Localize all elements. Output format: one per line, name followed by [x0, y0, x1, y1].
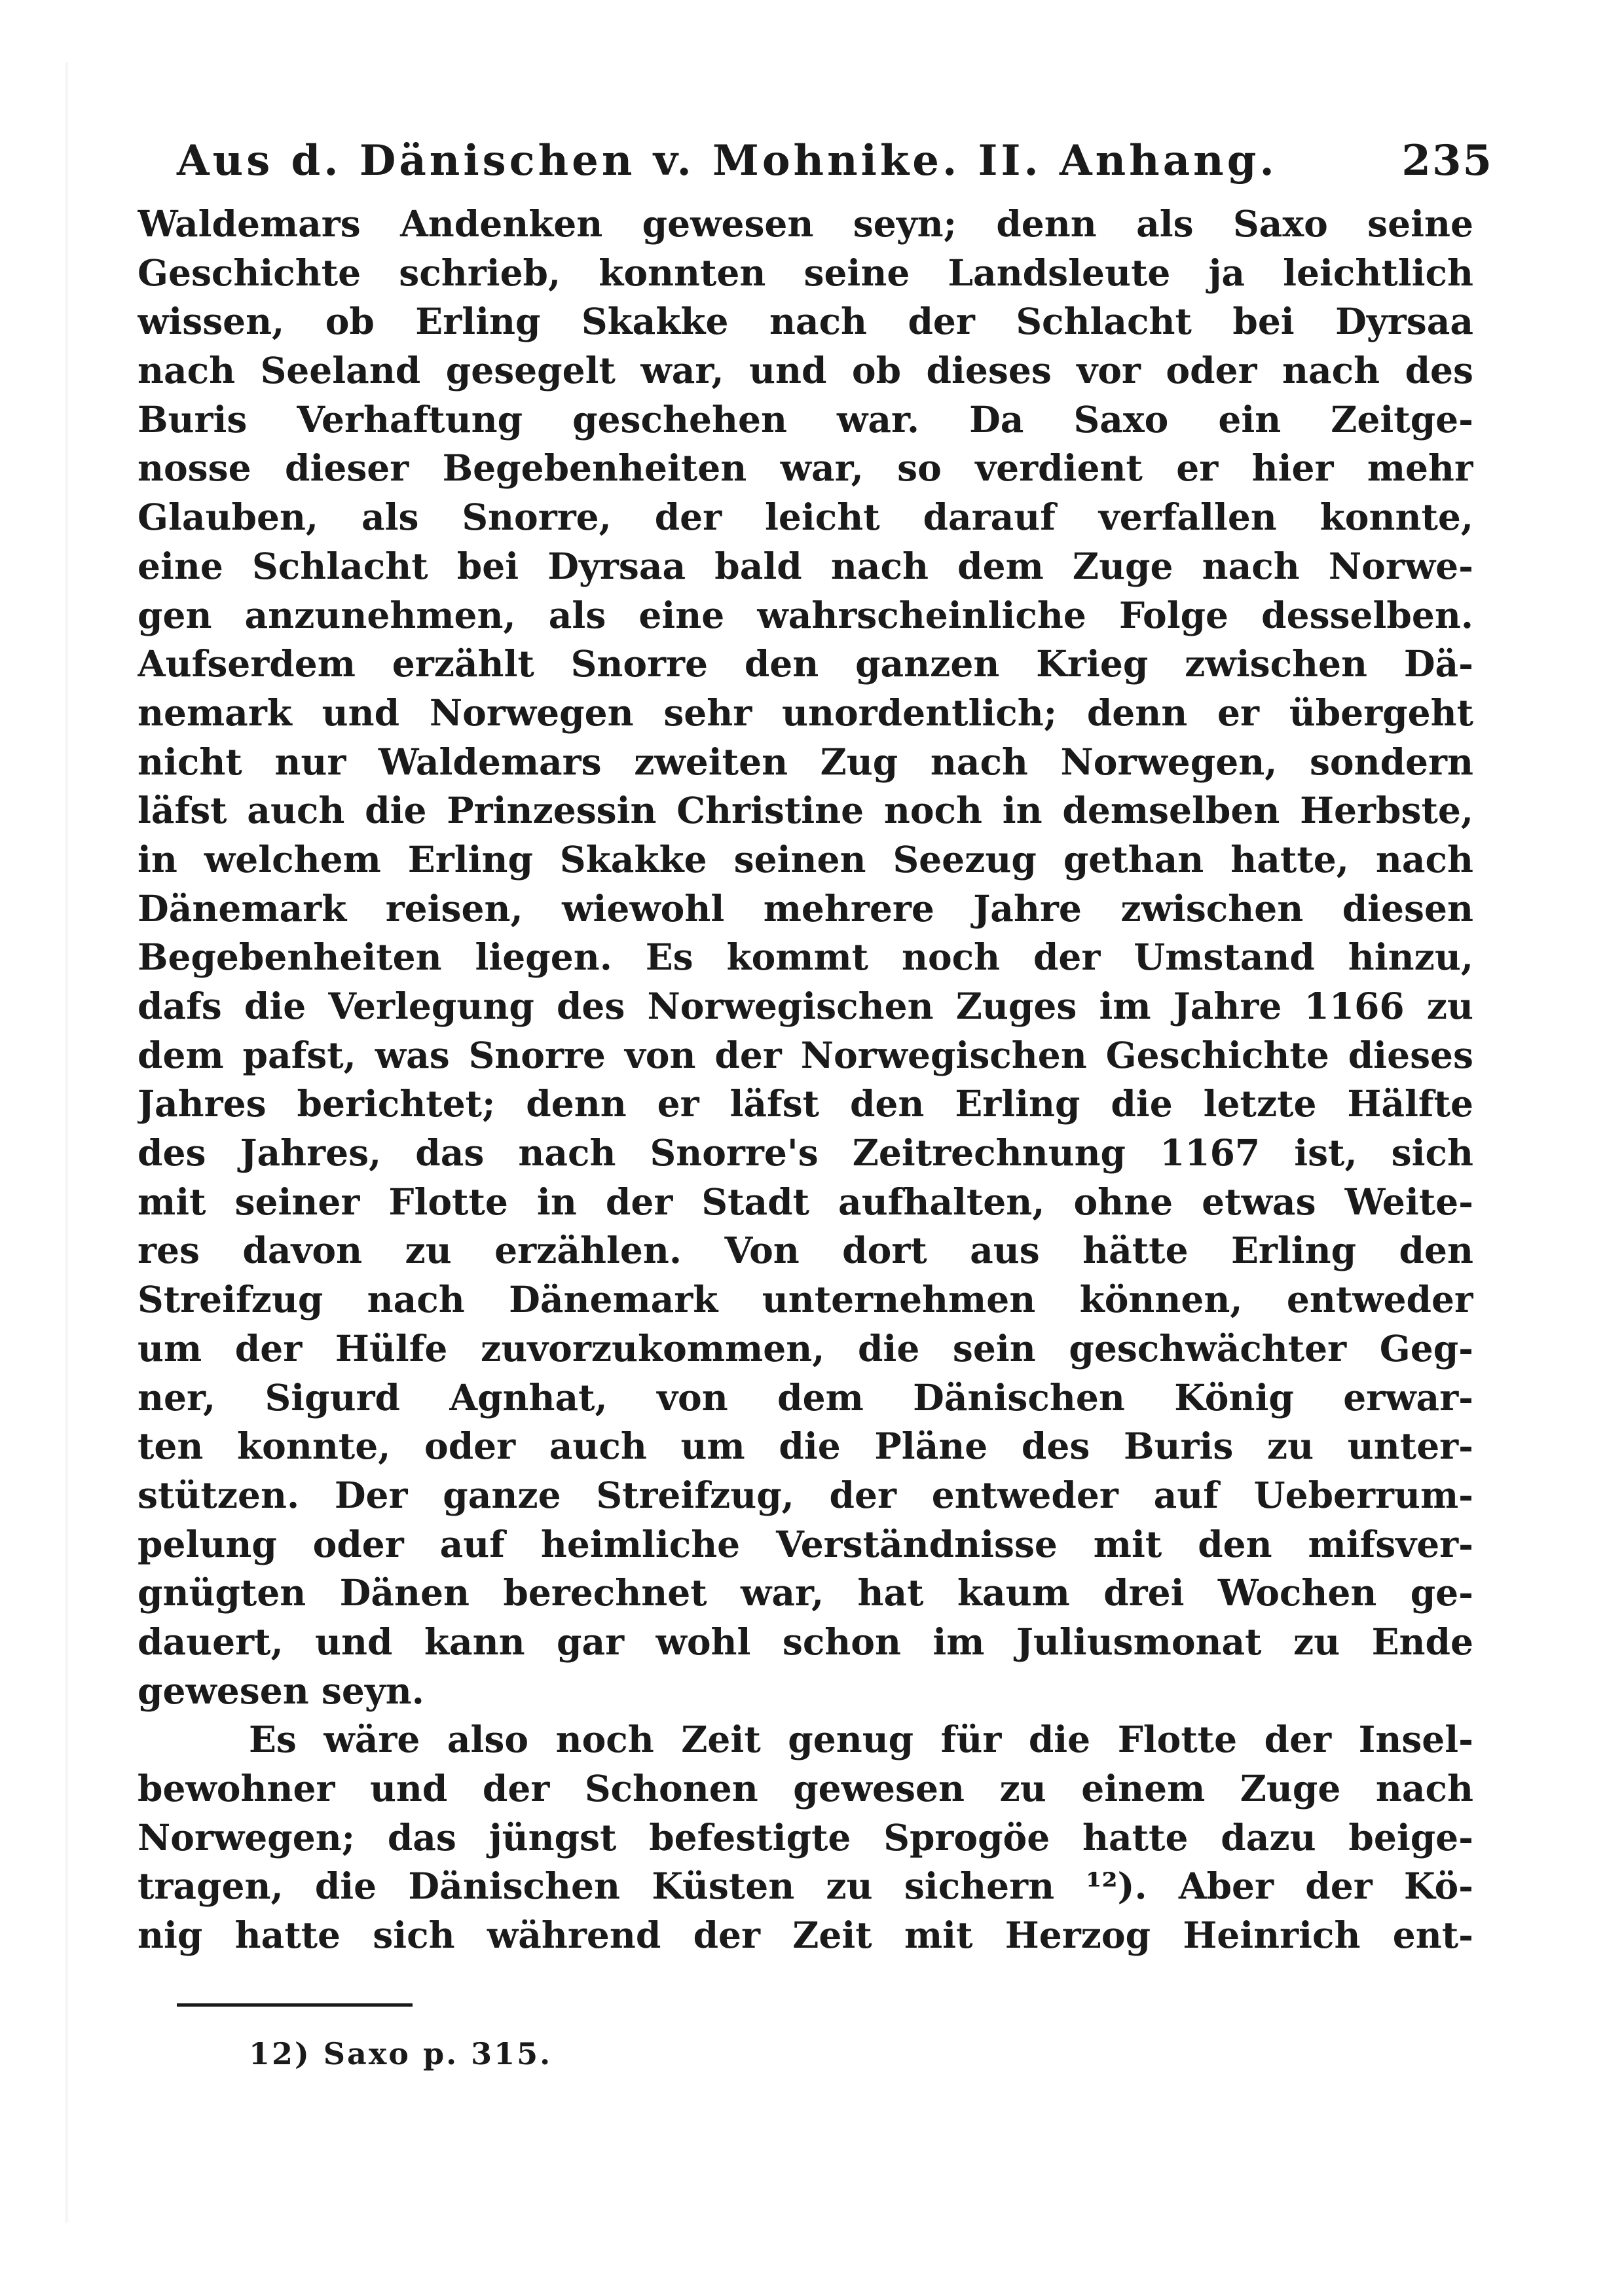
text-line: nig hatte sich während der Zeit mit Herzog Heinrich ent- [138, 1914, 1473, 1957]
page-edge-shadow [65, 62, 69, 2223]
text-line: nosse dieser Begebenheiten war, so verdient er hier mehr [138, 446, 1473, 490]
text-line: gewesen seyn. [138, 1669, 424, 1712]
text-line: wissen, ob Erling Skakke nach der Schlacht bei Dyrsaa [138, 300, 1473, 343]
text-line: ner, Sigurd Agnhat, von dem Dänischen König erwar- [138, 1376, 1473, 1419]
text-line: Jahres berichtet; denn er läfst den Erling die letzte Hälfte [138, 1082, 1473, 1125]
footnote: 12) Saxo p. 315. [249, 2036, 553, 2071]
text-line: res davon zu erzählen. Von dort aus hätte Erling den [138, 1229, 1473, 1272]
text-line: Norwegen; das jüngst befestigte Sprogöe hatte dazu beige- [138, 1815, 1473, 1859]
text-line: eine Schlacht bei Dyrsaa bald nach dem Zuge nach Norwe- [138, 544, 1473, 587]
text-line: tragen, die Dänischen Küsten zu sichern ¹²). Aber der Kö- [138, 1865, 1473, 1908]
running-header [177, 124, 1493, 196]
text-line: ten konnte, oder auch um die Pläne des Buris zu unter- [138, 1425, 1473, 1468]
main-text [138, 200, 1473, 1960]
text-line: dauert, und kann gar wohl schon im Juliusmonat zu Ende [138, 1620, 1473, 1663]
text-line: stützen. Der ganze Streifzug, der entweder auf Ueberrum- [138, 1473, 1473, 1516]
text-line: pelung oder auf heimliche Verständnisse mit den mifsver- [138, 1522, 1473, 1565]
text-line: mit seiner Flotte in der Stadt aufhalten, ohne etwas Weite- [138, 1180, 1473, 1223]
text-line: bewohner und der Schonen gewesen zu einem Zuge nach [138, 1767, 1473, 1810]
text-line: Waldemars Andenken gewesen seyn; denn als Saxo seine [138, 202, 1473, 245]
text-line: Geschichte schrieb, konnten seine Landsleute ja leichtlich [138, 251, 1473, 294]
text-line: Es wäre also noch Zeit genug für die Flotte der Insel- [249, 1718, 1473, 1761]
text-line: Begebenheiten liegen. Es kommt noch der Umstand hinzu, [138, 936, 1473, 979]
text-line: Streifzug nach Dänemark unternehmen können, entweder [138, 1278, 1473, 1321]
text-line: des Jahres, das nach Snorre's Zeitrechnung 1167 ist, sich [138, 1131, 1473, 1175]
text-line: Glauben, als Snorre, der leicht darauf verfallen konnte, [138, 496, 1473, 539]
text-line: Aufserdem erzählt Snorre den ganzen Krieg zwischen Dä- [138, 642, 1473, 685]
text-line: nemark und Norwegen sehr unordentlich; denn er übergeht [138, 691, 1473, 734]
text-line: läfst auch die Prinzessin Christine noch in demselben Herbste, [138, 789, 1473, 832]
text-line: um der Hülfe zuvorzukommen, die sein geschwächter Geg- [138, 1326, 1473, 1370]
text-line: Dänemark reisen, wiewohl mehrere Jahre zwischen diesen [138, 886, 1473, 930]
text-line: dem pafst, was Snorre von der Norwegischen Geschichte dieses [138, 1033, 1473, 1076]
text-line: nach Seeland gesegelt war, und ob dieses vor oder nach des [138, 349, 1473, 392]
text-line: in welchem Erling Skakke seinen Seezug gethan hatte, nach [138, 837, 1473, 881]
text-line: nicht nur Waldemars zweiten Zug nach Norwegen, sondern [138, 740, 1473, 783]
running-title: Aus d. Dänischen v. Mohnike. II. Anhang. [177, 136, 1278, 185]
text-line: Buris Verhaftung geschehen war. Da Saxo ein Zeitge- [138, 397, 1473, 441]
footnote-rule [177, 2003, 413, 2007]
text-line: gnügten Dänen berechnet war, hat kaum drei Wochen ge- [138, 1571, 1473, 1614]
text-line: gen anzunehmen, als eine wahrscheinliche Folge desselben. [138, 593, 1473, 636]
text-line: dafs die Verlegung des Norwegischen Zuges im Jahre 1166 zu [138, 985, 1473, 1027]
page-number: 235 [1401, 136, 1493, 185]
